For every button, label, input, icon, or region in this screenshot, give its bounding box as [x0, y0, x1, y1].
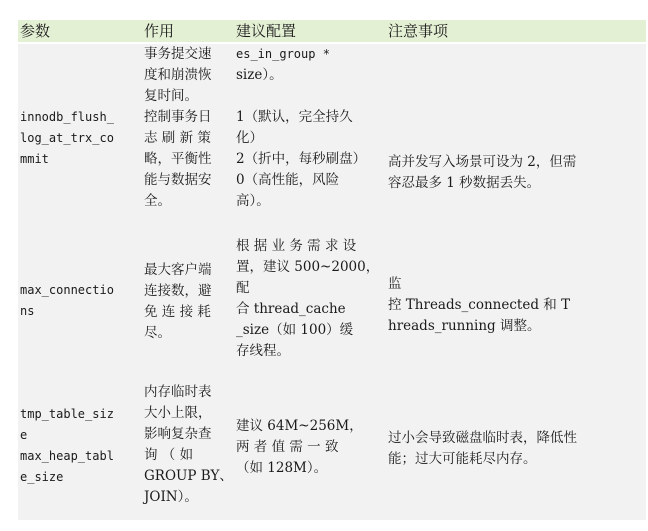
table-row: [18, 374, 646, 520]
param-cell: innodb_flush_ log_at_trx_co mmit: [20, 110, 114, 166]
role-cell: 内存临时表 大小上限， 影响复杂查 询 （ 如 GROUP BY、 JOIN）。: [144, 384, 233, 505]
role-cell: 最大客户端 连接数，避 免 连 接 耗 尽。: [144, 262, 212, 341]
header-param: 参数: [20, 22, 51, 40]
table-header: [18, 20, 646, 42]
param-cell: tmp_table_siz e max_heap_tabl e_size: [20, 407, 114, 484]
config-cell: 根 据 业 务 需 求 设 置，建议 500~2000， 配 合 thread_cache _size（如 100）缓 存线程。: [236, 238, 380, 359]
header-notes: 注意事项: [388, 22, 449, 40]
param-cell: max_connectio ns: [20, 283, 114, 318]
table-row: [18, 44, 646, 234]
notes-cell: 监 控 Threads_connected 和 T hreads_running 调整。: [388, 276, 571, 334]
header-config: 建议配置: [236, 22, 297, 40]
notes-cell: 高并发写入场景可设为 2，但需 容忍最多 1 秒数据丢失。: [388, 154, 577, 191]
header-role: 作用: [144, 22, 175, 40]
notes-cell: 过小会导致磁盘临时表，降低性 能；过大可能耗尽内存。: [388, 430, 577, 467]
role-cell: 事务提交速 度和崩溃恢 复时间。 控制事务日 志 刷 新 策 略，平衡性 能与数据安 全。: [144, 46, 212, 209]
config-cell: 建议 64M~256M， 两 者 值 需 一 致 （如 128M）。: [236, 418, 363, 476]
table-row: [18, 234, 646, 374]
config-cell: es_in_group * size）。 1（默认，完全持久 化） 2（折中，每秒刷盘） 0（高性能，风险 高）。: [236, 47, 367, 209]
